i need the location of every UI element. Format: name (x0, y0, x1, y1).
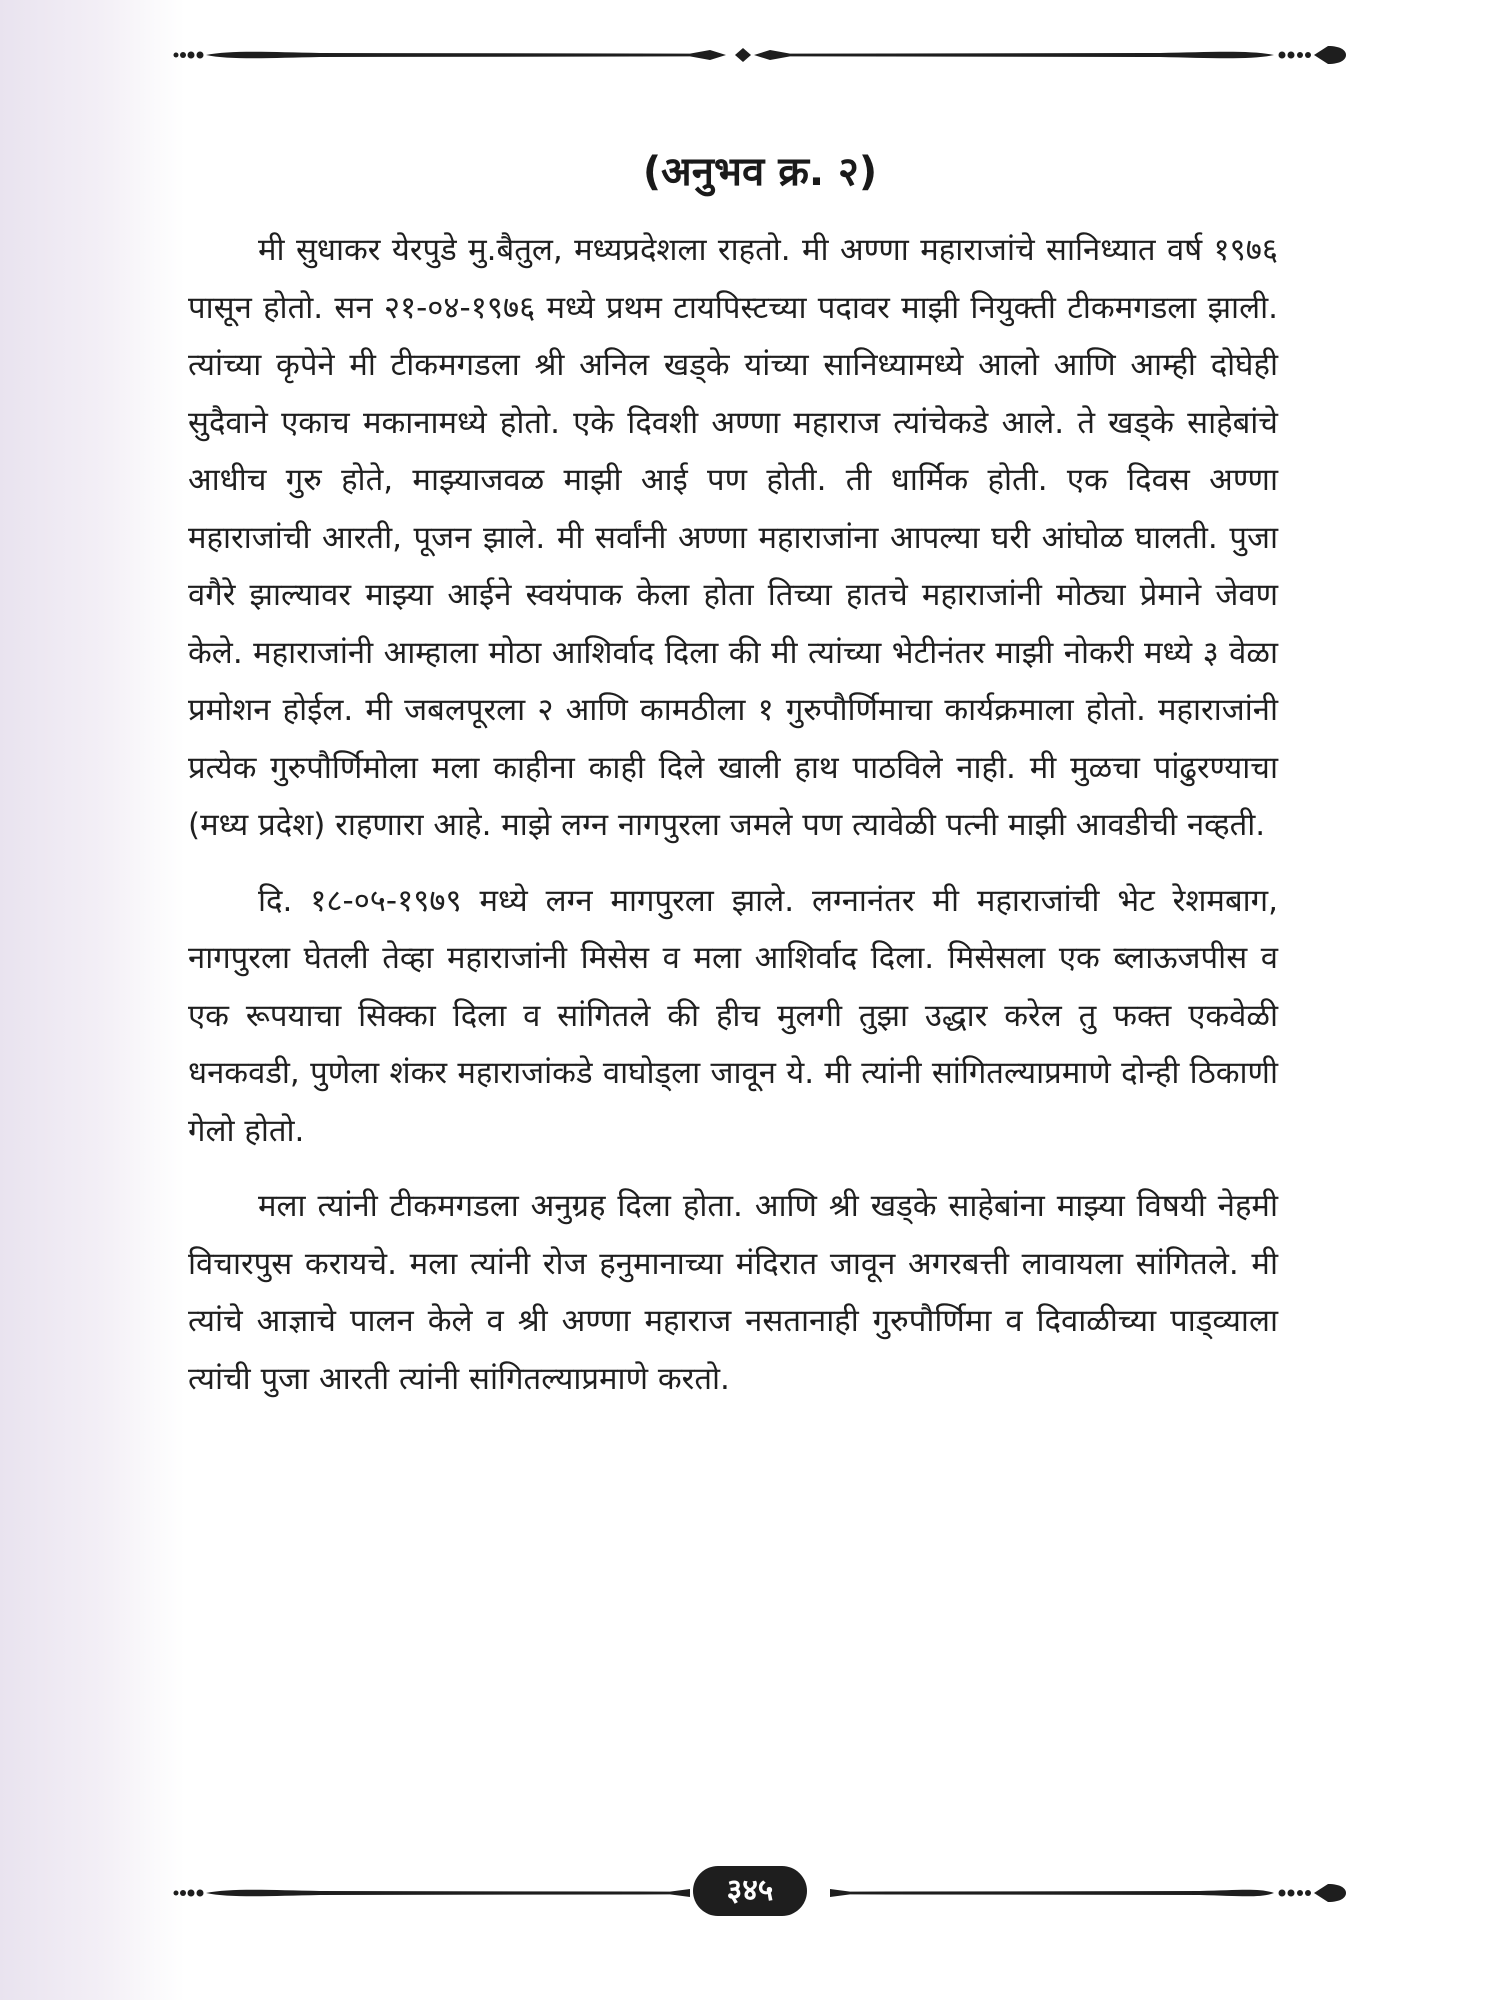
page-title: (अनुभव क्र. २) (642, 149, 878, 195)
body-text (188, 222, 1278, 1426)
top-ornamental-rule (170, 40, 1350, 70)
paragraph-3: मला त्यांनी टीकमगडला अनुग्रह दिला होता. आणि श्री खड्के साहेबांना माझ्या विषयी नेहमी विचारपुस करायचे. मला त्यांनी रोज हनुमानाच्या मंदिरात जावून अगरबत्ती लावायला सांगितले. मी त्यांचे आज्ञाचे पालन केले व श्री अण्णा महाराज नसतानाही गुरुपौर्णिमा व दिवाळीच्या पाड्व्याला त्यांची पुजा आरती त्यांनी सांगितल्याप्रमाणे करतो. (188, 1188, 1278, 1397)
paragraph-2: दि. १८-०५-१९७९ मध्ये लग्न मागपुरला झाले. लग्नानंतर मी महाराजांची भेट रेशमबाग, नागपुरला घेतली तेव्हा महाराजांनी मिसेस व मला आशिर्वाद दिला. मिसेसला एक ब्लाऊजपीस व एक रूपयाचा सिक्का दिला व सांगितले की हीच मुलगी तुझा उद्धार करेल तु फक्त एकवेळी धनकवडी, पुणेला शंकर महाराजांकडे वाघोड्ला जावून ये. मी त्यांनी सांगितल्याप्रमाणे दोन्ही ठिकाणी गेलो होतो. (188, 882, 1278, 1149)
paragraph-1: मी सुधाकर येरपुडे मु.बैतुल, मध्यप्रदेशला राहतो. मी अण्णा महाराजांचे सानिध्यात वर्ष १९७६ पासून होतो. सन २१-०४-१९७६ मध्ये प्रथम टायपिस्टच्या पदावर माझी नियुक्ती टीकमगडला झाली. त्यांच्या कृपेने मी टीकमगडला श्री अनिल खड्के यांच्या सानिध्यामध्ये आलो आणि आम्ही दोघेही सुदैवाने एकाच मकानामध्ये होतो. एके दिवशी अण्णा महाराज त्यांचेकडे आले. ते खड्के साहेबांचे आधीच गुरु होते, माझ्याजवळ माझी आई पण होती. ती धार्मिक होती. एक दिवस अण्णा महाराजांची आरती, पूजन झाले. मी सर्वांनी अण्णा महाराजांना आपल्या घरी आंघोळ घालती. पुजा वगैरे झाल्यावर माझ्या आईने स्वयंपाक केला होता तिच्या हातचे महाराजांनी मोठ्या प्रेमाने जेवण केले. महाराजांनी आम्हाला मोठा आशिर्वाद दिला की मी त्यांच्या भेटीनंतर माझी नोकरी मध्ये ३ वेळा प्रमोशन होईल. मी जबलपूरला २ आणि कामठीला १ गुरुपौर्णिमाचा कार्यक्रमाला होतो. महाराजांनी प्रत्येक गुरुपौर्णिमोला मला काहीना काही दिले खाली हाथ पाठविले नाही. मी मुळचा पांढुरण्याचा (मध्य प्रदेश) राहणारा आहे. माझे लग्न नागपुरला जमले पण त्यावेळी पत्नी माझी आवडीची नव्हती. (188, 232, 1278, 843)
binding-shadow (0, 0, 185, 2000)
page-number: ३४५ (693, 1866, 807, 1916)
